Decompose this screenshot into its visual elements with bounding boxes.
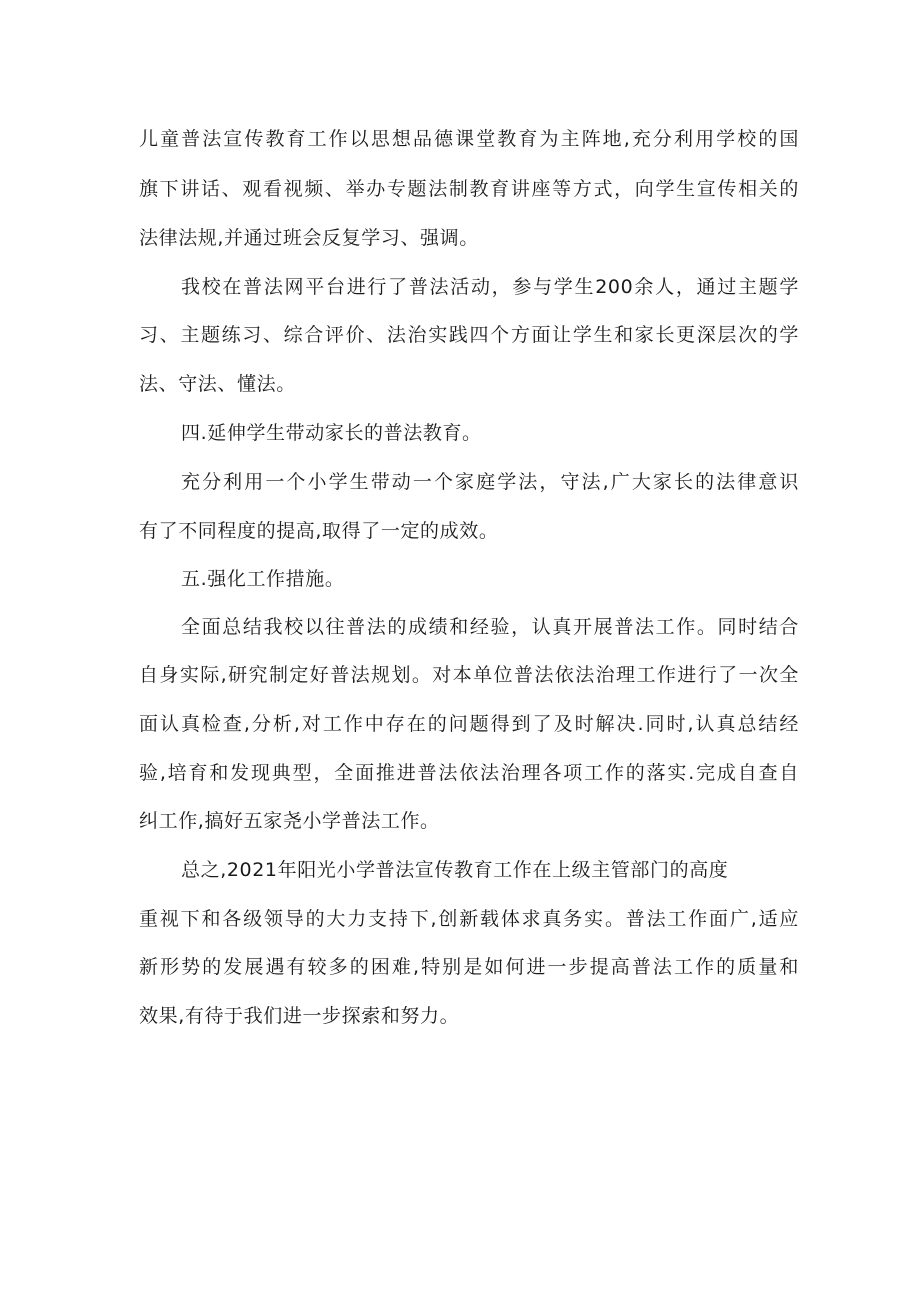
text-line: 法、守法、懂法。 <box>139 373 296 395</box>
text-line: 自身实际,研究制定好普法规划。对本单位普法依法治理工作进行了一次全 <box>139 664 799 686</box>
text-line: 旗下讲话、观看视频、举办专题法制教育讲座等方式，向学生宣传相关的 <box>139 178 799 200</box>
text-line: 习、主题练习、综合评价、法治实践四个方面让学生和家长更深层次的学 <box>139 324 799 346</box>
paragraph-start-line: 全面总结我校以往普法的成绩和经验，认真开展普法工作。同时结合 <box>181 616 799 638</box>
text-line: 儿童普法宣传教育工作以思想品德课堂教育为主阵地,充分利用学校的国 <box>139 128 799 150</box>
text-line: 面认真检查,分析,对工作中存在的问题得到了及时解决.同时,认真总结经 <box>139 713 799 735</box>
text-line: 重视下和各级领导的大力支持下,创新载体求真务实。普法工作面广,适应 <box>139 908 799 930</box>
paragraph-start-line: 我校在普法网平台进行了普法活动，参与学生200余人，通过主题学 <box>181 276 799 298</box>
text-line: 法律法规,并通过班会反复学习、强调。 <box>139 227 479 249</box>
text-line: 纠工作,搞好五家尧小学普法工作。 <box>139 810 440 832</box>
paragraph-start-line: 总之,2021年阳光小学普法宣传教育工作在上级主管部门的高度 <box>181 859 729 881</box>
text-line: 有了不同程度的提高,取得了一定的成效。 <box>139 520 499 542</box>
section-heading: 五.强化工作措施。 <box>181 568 345 590</box>
section-heading: 四.延伸学生带动家长的普法教育。 <box>181 422 482 444</box>
paragraph-start-line: 充分利用一个小学生带动一个家庭学法，守法,广大家长的法律意识 <box>181 471 799 493</box>
text-line: 新形势的发展遇有较多的困难,特别是如何进一步提高普法工作的质量和 <box>139 956 799 978</box>
text-line: 效果,有待于我们进一步探索和努力。 <box>139 1005 460 1027</box>
text-line: 验,培育和发现典型，全面推进普法依法治理各项工作的落实.完成自查自 <box>139 762 799 784</box>
